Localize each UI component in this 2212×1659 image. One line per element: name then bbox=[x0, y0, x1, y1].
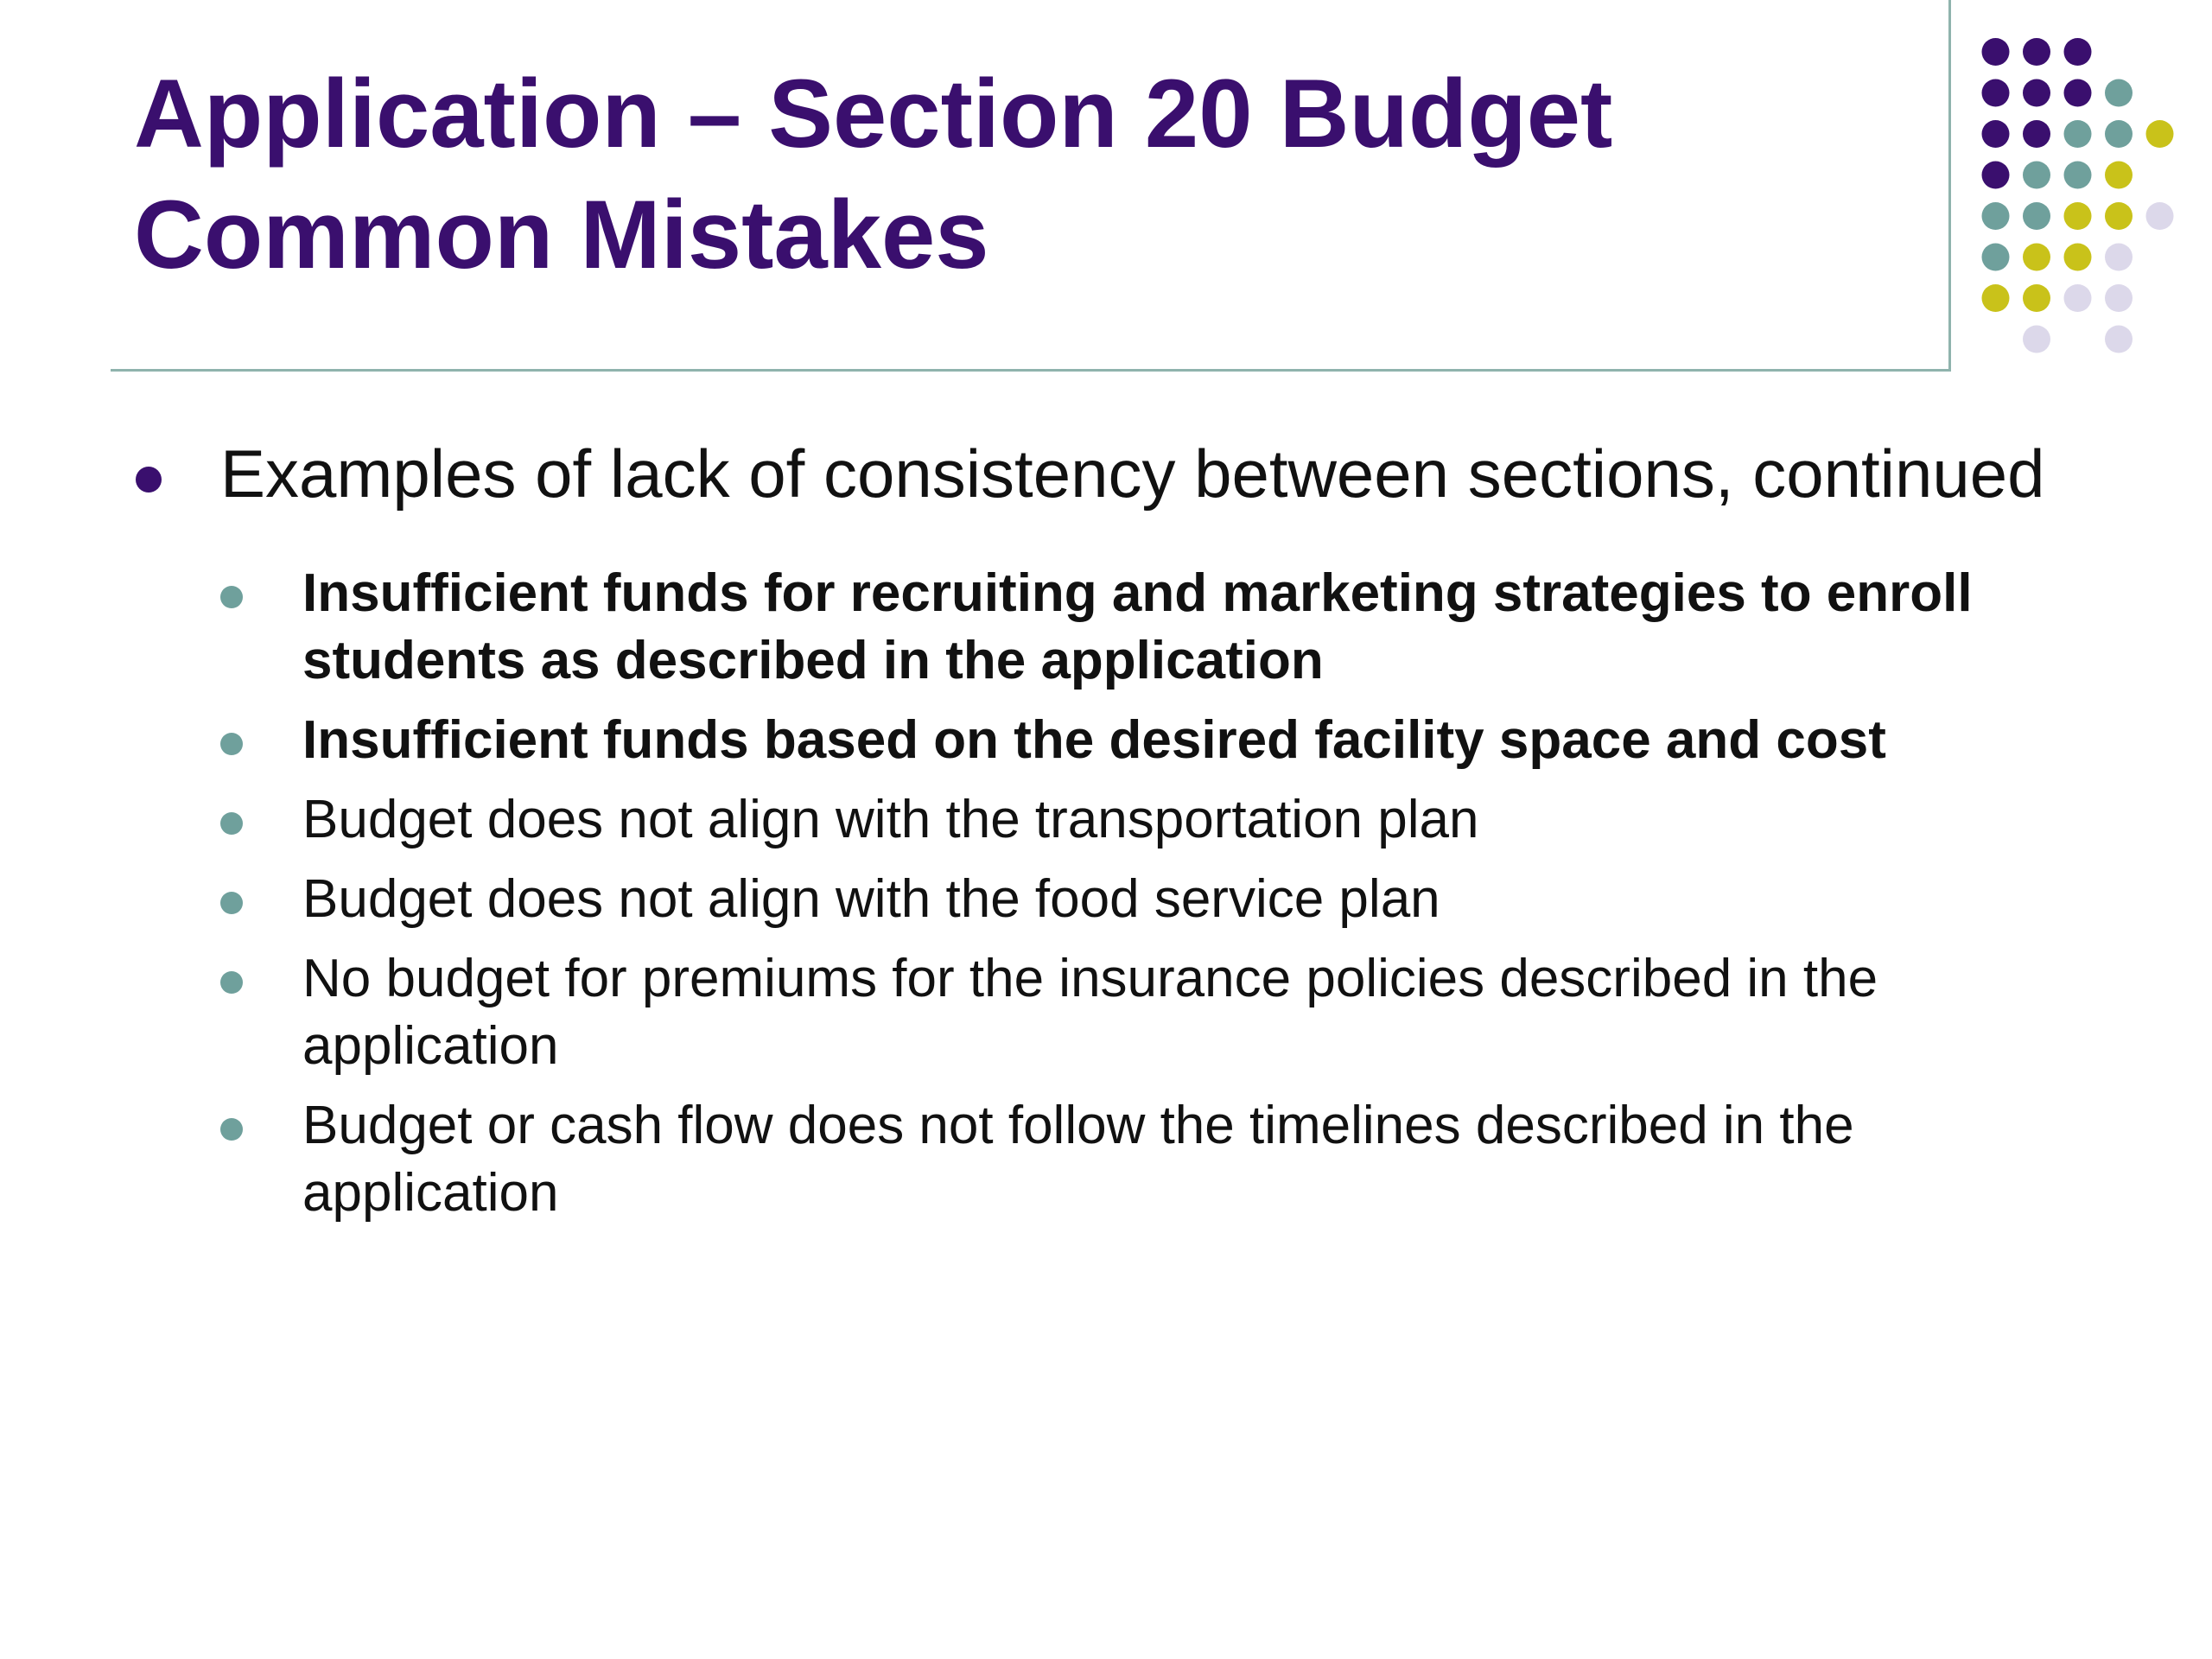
sub-bullet-item bbox=[220, 786, 2121, 854]
decorative-dot bbox=[2023, 244, 2050, 271]
title-line-2: Common Mistakes bbox=[134, 181, 989, 289]
decorative-dot bbox=[2105, 120, 2133, 148]
decorative-dot bbox=[2105, 284, 2133, 312]
decorative-dot bbox=[2023, 79, 2050, 107]
decorative-dot bbox=[2105, 202, 2133, 230]
sub-bullet-item bbox=[220, 945, 2121, 1080]
decorative-dot bbox=[1982, 79, 2010, 107]
sub-bullet-text: Budget does not align with the transportation plan bbox=[302, 790, 1479, 849]
sub-bullet-list bbox=[220, 560, 2121, 1227]
main-bullet-text: Examples of lack of consistency between sections, continued bbox=[220, 435, 2045, 512]
decorative-dot bbox=[2064, 244, 2092, 271]
decorative-dot bbox=[2064, 79, 2092, 107]
decorative-dot bbox=[1982, 202, 2010, 230]
decorative-dot bbox=[2064, 38, 2092, 66]
sub-bullet-text: Budget does not align with the food service plan bbox=[302, 869, 1440, 929]
sub-bullet-icon bbox=[220, 892, 243, 914]
decorative-dot bbox=[2105, 244, 2133, 271]
decorative-dot bbox=[1982, 162, 2010, 189]
sub-bullet-icon bbox=[220, 812, 243, 835]
sub-bullet-text: No budget for premiums for the insurance policies described in the application bbox=[302, 949, 1878, 1076]
decorative-dot bbox=[2064, 284, 2092, 312]
decorative-dot bbox=[2146, 202, 2174, 230]
sub-bullet-icon bbox=[220, 733, 243, 755]
decorative-dot bbox=[2023, 162, 2050, 189]
title-divider-horizontal bbox=[111, 369, 1951, 372]
decorative-dot bbox=[2023, 326, 2050, 353]
title-line-1: Application – Section 20 Budget bbox=[134, 60, 1613, 168]
decorative-dot bbox=[2064, 162, 2092, 189]
sub-bullet-text: Budget or cash flow does not follow the timelines described in the application bbox=[302, 1096, 1854, 1223]
decorative-dot bbox=[2064, 202, 2092, 230]
sub-bullet-text: Insufficient funds based on the desired facility space and cost bbox=[302, 710, 1886, 770]
decorative-dot bbox=[2023, 202, 2050, 230]
sub-bullet-text: Insufficient funds for recruiting and marketing strategies to enroll students as described in the application bbox=[302, 563, 1973, 690]
decorative-dot bbox=[2105, 326, 2133, 353]
decorative-dot bbox=[1982, 38, 2010, 66]
sub-bullet-item bbox=[220, 707, 2121, 774]
slide-title bbox=[134, 54, 1862, 296]
sub-bullet-item bbox=[220, 1092, 2121, 1227]
decorative-dot bbox=[1982, 244, 2010, 271]
decorative-dot bbox=[1982, 284, 2010, 312]
decorative-dot bbox=[1982, 120, 2010, 148]
content-list bbox=[134, 432, 2121, 1239]
sub-bullet-icon bbox=[220, 586, 243, 608]
decorative-dot bbox=[2105, 162, 2133, 189]
main-bullet-icon bbox=[136, 467, 162, 493]
sub-bullet-item bbox=[220, 560, 2121, 695]
decorative-dot bbox=[2023, 120, 2050, 148]
title-divider-vertical bbox=[1948, 0, 1951, 372]
decorative-dot bbox=[2146, 120, 2174, 148]
main-bullet-item bbox=[134, 432, 2121, 1227]
sub-bullet-icon bbox=[220, 1118, 243, 1141]
decorative-dot bbox=[2023, 284, 2050, 312]
decorative-dot bbox=[2105, 79, 2133, 107]
decorative-dot bbox=[2064, 120, 2092, 148]
sub-bullet-icon bbox=[220, 971, 243, 994]
sub-bullet-item bbox=[220, 866, 2121, 933]
decorative-dot bbox=[2023, 38, 2050, 66]
